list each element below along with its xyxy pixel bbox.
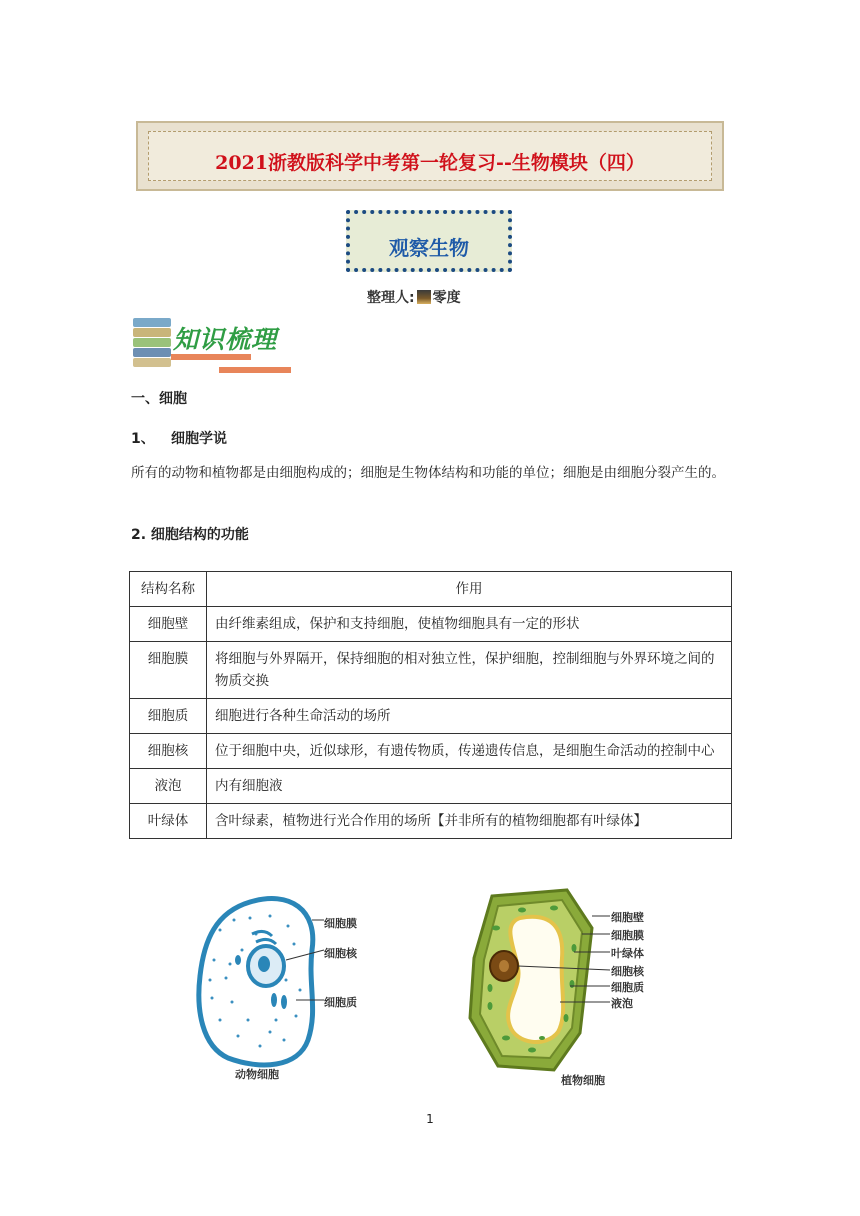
- structure-function: 内有细胞液: [207, 769, 732, 804]
- knowledge-logo-text: 知识梳理: [173, 325, 278, 354]
- animal-label-nucleus: 细胞核: [324, 947, 357, 960]
- plant-label-chloroplast: 叶绿体: [611, 947, 644, 960]
- structure-name: 细胞质: [130, 699, 207, 734]
- structure-name: 液泡: [130, 769, 207, 804]
- structure-name: 细胞壁: [130, 607, 207, 642]
- page-number: 1: [426, 1112, 434, 1126]
- animal-cell-caption: 动物细胞: [235, 1068, 279, 1081]
- section-heading: 一、细胞: [131, 391, 187, 407]
- compiler-line: [367, 287, 461, 307]
- logo-bar: [219, 367, 291, 373]
- plant-label-nucleus: 细胞核: [611, 965, 644, 978]
- subsection-number: 1、: [131, 431, 155, 447]
- table-row: [130, 642, 732, 699]
- plant-label-cytoplasm: 细胞质: [611, 981, 644, 994]
- structure-name: 叶绿体: [130, 804, 207, 839]
- plant-label-vacuole: 液泡: [611, 997, 633, 1010]
- subtitle: 观察生物: [389, 236, 469, 260]
- column-header: 作用: [207, 572, 732, 607]
- plant-cell-diagram: [462, 888, 612, 1078]
- subtitle-box: [346, 210, 512, 272]
- avatar: [417, 290, 431, 304]
- structure-function: 细胞进行各种生命活动的场所: [207, 699, 732, 734]
- subsection-title: 细胞学说: [171, 431, 227, 447]
- cell-theory-paragraph: 所有的动物和植物都是由细胞构成的；细胞是生物体结构和功能的单位；细胞是由细胞分裂产生的。: [131, 465, 725, 481]
- plant-label-membrane: 细胞膜: [611, 929, 644, 942]
- structure-function: 由纤维素组成，保护和支持细胞，使植物细胞具有一定的形状: [207, 607, 732, 642]
- animal-label-membrane: 细胞膜: [324, 917, 357, 930]
- table-row: [130, 804, 732, 839]
- document-title: 2021浙教版科学中考第一轮复习--生物模块（四）: [215, 152, 645, 174]
- title-banner: [136, 121, 724, 191]
- structure-name: 细胞膜: [130, 642, 207, 699]
- subsection-heading-cell-structure: 2. 细胞结构的功能: [131, 527, 249, 543]
- cell-structure-table: [129, 571, 732, 839]
- logo-bar: [171, 354, 251, 360]
- compiler-prefix: 整理人:: [367, 290, 415, 306]
- compiler-name: 零度: [432, 290, 461, 306]
- table-row: [130, 769, 732, 804]
- table-row: [130, 699, 732, 734]
- plant-cell-caption: 植物细胞: [561, 1074, 605, 1087]
- structure-function: 含叶绿素，植物进行光合作用的场所【并非所有的植物细胞都有叶绿体】: [207, 804, 732, 839]
- structure-function: 位于细胞中央，近似球形，有遗传物质，传递遗传信息，是细胞生命活动的控制中心: [207, 734, 732, 769]
- table-row: [130, 607, 732, 642]
- structure-function: 将细胞与外界隔开，保持细胞的相对独立性，保护细胞，控制细胞与外界环境之间的物质交换: [207, 642, 732, 699]
- animal-label-cytoplasm: 细胞质: [324, 996, 357, 1009]
- column-header: 结构名称: [130, 572, 207, 607]
- subsection-heading-cell-theory: [131, 428, 227, 448]
- structure-name: 细胞核: [130, 734, 207, 769]
- table-row: [130, 734, 732, 769]
- animal-cell-diagram: [190, 890, 390, 1090]
- books-icon: [133, 318, 171, 374]
- table-header-row: [130, 572, 732, 607]
- plant-label-wall: 细胞壁: [611, 911, 644, 924]
- knowledge-logo: [133, 318, 295, 378]
